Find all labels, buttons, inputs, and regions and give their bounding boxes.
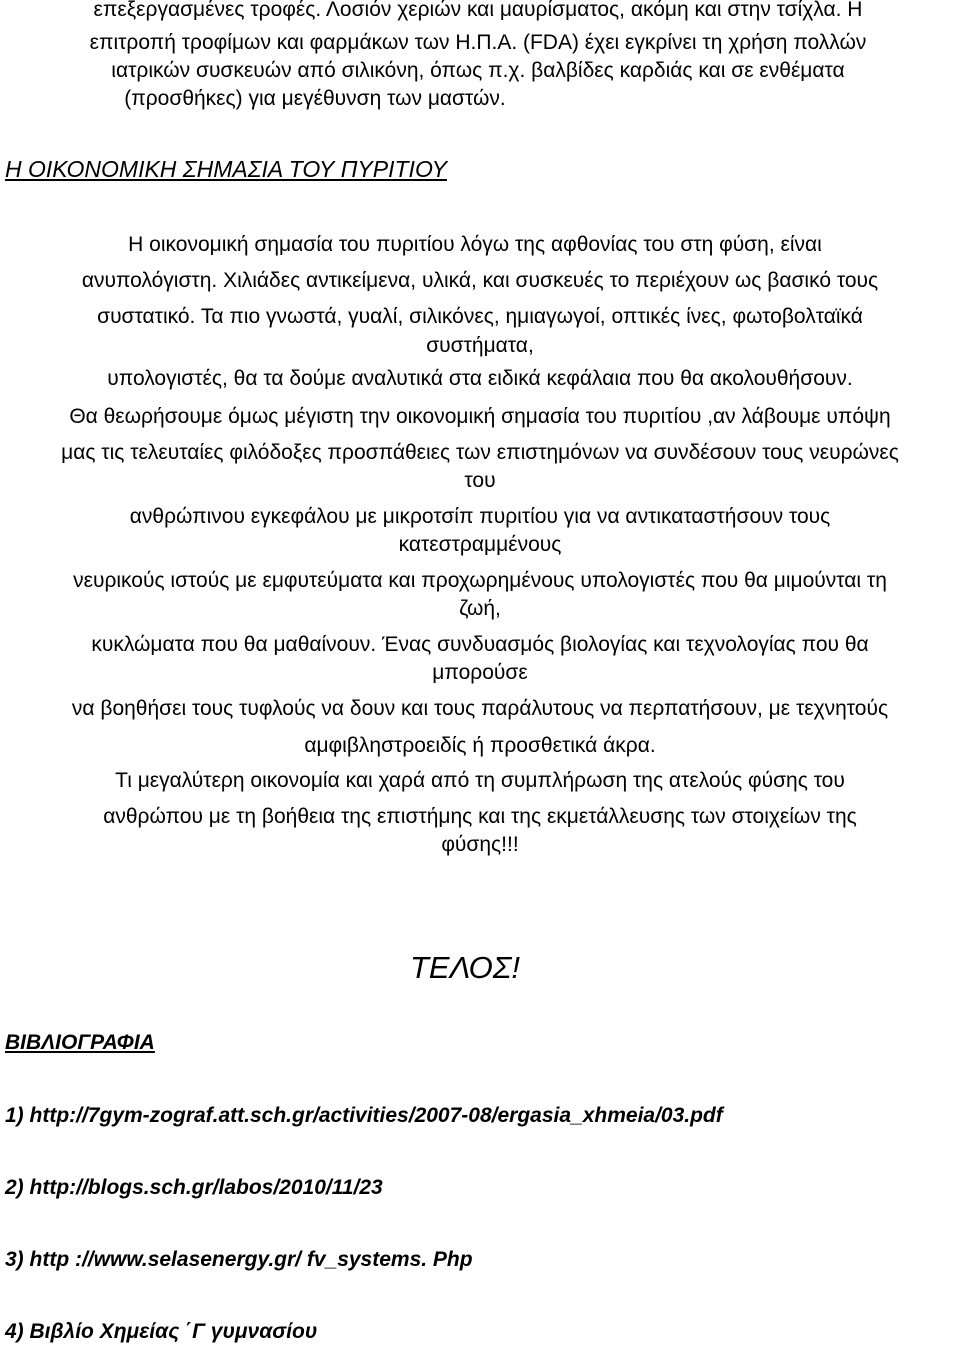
bibliography-item: 1) http://7gym-zograf.att.sch.gr/activities/2007-08/ergasia_xhmeia/03.pdf — [5, 1104, 723, 1127]
bibliography-item: 4) Βιβλίο Χημείας ΄Γ γυμνασίου — [5, 1320, 318, 1343]
intro-line: (προσθήκες) για μεγέθυνση των μαστών. — [124, 87, 506, 110]
bibliography-item: 2) http://blogs.sch.gr/labos/2010/11/23 — [5, 1176, 383, 1199]
body-line: ζωή, — [459, 597, 501, 620]
body-line: αμφιβληστροειδίς ή προσθετικά άκρα. — [304, 734, 656, 757]
body-line: φύσης!!! — [441, 833, 519, 856]
body-line: Τι μεγαλύτερη οικονομία και χαρά από τη συμπλήρωση της ατελούς φύσης του — [115, 769, 845, 792]
body-line: υπολογιστές, θα τα δούμε αναλυτικά στα ειδικά κεφάλαια που θα ακολουθήσουν. — [107, 367, 853, 390]
body-line: κυκλώματα που θα μαθαίνουν. Ένας συνδυασμός βιολογίας και τεχνολογίας που θα — [91, 633, 869, 656]
body-line: νευρικούς ιστούς με εμφυτεύματα και προχωρημένους υπολογιστές που θα μιμούνται τη — [73, 569, 887, 592]
body-line: μας τις τελευταίες φιλόδοξες προσπάθειες των επιστημόνων να συνδέσουν τους νευρώνες — [61, 441, 899, 464]
body-line: μπορούσε — [432, 661, 528, 684]
body-line: συστήματα, — [426, 334, 534, 357]
section-heading: Η ΟΙΚΟΝΟΜΙΚΗ ΣΗΜΑΣΙΑ ΤΟΥ ΠΥΡΙΤΙΟΥ — [5, 156, 447, 182]
body-line: ανθρώπινου εγκεφάλου με μικροτσίπ πυριτίου για να αντικαταστήσουν τους — [129, 505, 831, 528]
body-line: να βοηθήσει τους τυφλούς να δουν και τους παράλυτους να περπατήσουν, με τεχνητούς — [71, 697, 889, 720]
body-line: του — [464, 469, 496, 492]
intro-line: επεξεργασμένες τροφές. Λοσιόν χεριών και μαυρίσματος, ακόμη και στην τσίχλα. Η — [93, 0, 863, 21]
bibliography-item: 3) http ://www.selasenergy.gr/ fv_systems. Php — [5, 1248, 473, 1271]
body-line: συστατικό. Τα πιο γνωστά, γυαλί, σιλικόνες, ημιαγωγοί, οπτικές ίνες, φωτοβολταϊκά — [97, 305, 863, 328]
body-line: κατεστραμμένους — [398, 533, 562, 556]
body-line: ανθρώπου με τη βοήθεια της επιστήμης και της εκμετάλλευσης των στοιχείων της — [103, 805, 857, 828]
body-line: ανυπολόγιστη. Χιλιάδες αντικείμενα, υλικά, και συσκευές το περιέχουν ως βασικό τους — [81, 269, 879, 292]
intro-line: ιατρικών συσκευών από σιλικόνη, όπως π.χ. βαλβίδες καρδιάς και σε ενθέματα — [111, 59, 845, 82]
intro-line: επιτροπή τροφίμων και φαρμάκων των Η.Π.Α. (FDA) έχει εγκρίνει τη χρήση πολλών — [89, 31, 867, 54]
bibliography-heading: ΒΙΒΛΙΟΓΡΑΦΙΑ — [5, 1031, 155, 1054]
end-title: ΤΕΛΟΣ! — [410, 950, 520, 985]
body-line: Η οικονομική σημασία του πυριτίου λόγω της αφθονίας του στη φύση, είναι — [128, 233, 822, 256]
body-line: Θα θεωρήσουμε όμως μέγιστη την οικονομική σημασία του πυριτίου ,αν λάβουμε υπόψη — [69, 405, 891, 428]
